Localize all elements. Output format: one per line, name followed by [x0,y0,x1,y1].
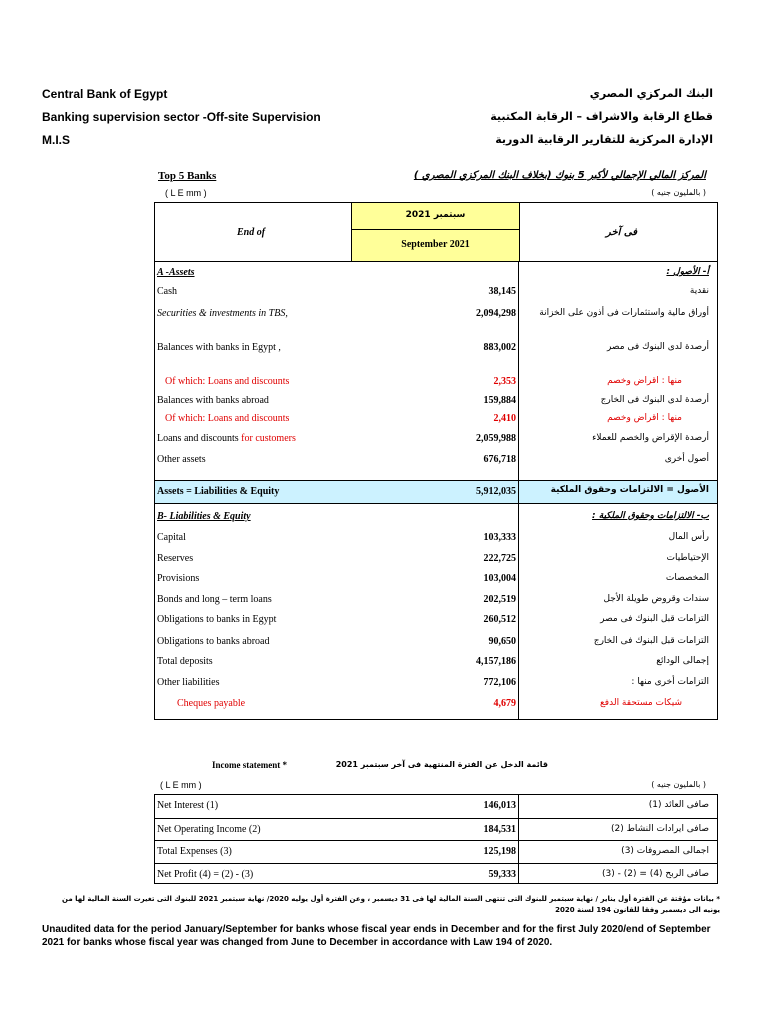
row-label-ar: شيكات مستحقة الدفع [600,698,682,708]
row-label-en-text: Of which: Loans and discounts [165,376,290,387]
income-label-en: Net Operating Income (2) [157,823,261,835]
assets-heading-en: A -Assets [157,267,195,278]
income-value: 146,013 [483,800,516,811]
mis-label: M.I.S [42,133,71,147]
row-label-en [157,677,220,688]
period-en: September 2021 [401,239,470,250]
row-label-ar: الإحتياطيات [666,553,709,563]
row-label-en [165,413,289,424]
row-value: 159,884 [483,395,516,406]
row-value: 2,353 [493,376,516,387]
row-label-en [157,308,288,319]
row-label-en-highlight: for customers [241,433,296,444]
row-label-en [157,573,199,584]
row-label-ar: التزامات قبل البنوك فى مصر [600,614,709,624]
income-label-ar: صافى ايرادات النشاط (2) [610,823,709,834]
income-title-en: Income statement * [212,760,287,770]
row-value: 222,725 [483,553,516,564]
income-table [154,794,718,884]
row-label-ar: رأس المال [668,532,709,542]
balance-title-en: Top 5 Banks [158,170,217,182]
row-value: 202,519 [483,594,516,605]
row-label-en-text: Other assets [157,454,206,465]
row-label-en-text: Total deposits [157,656,213,667]
table-row [155,636,717,650]
row-label-en [157,614,276,625]
income-unit-ar: ( بالمليون جنيه ) [651,780,706,789]
row-label-ar: نقدية [689,286,709,296]
row-label-en-text: Of which: Loans and discounts [165,413,290,424]
row-label-en-text: Cash [157,286,177,297]
row-label-en-text: Balances with banks abroad [157,395,269,406]
income-label-en: Net Profit (4) = (2) - (3) [157,868,254,880]
income-row [155,840,717,863]
row-label-ar: التزامات قبل البنوك فى الخارج [593,636,709,646]
liabilities-heading-en: B- Liabilities & Equity [157,511,251,522]
end-of-en: End of [237,227,266,238]
balance-title-ar: المركز المالي الإجمالي لأكبر 5 بنوك (بخلاف البنك المركزي المصري ) [413,170,706,181]
table-row [155,594,717,608]
row-label-en-text: Securities & investments in TBS, [157,308,288,319]
income-label-ar: صافى الربح (4) = (2) - (3) [602,868,709,879]
liabilities-heading-ar: ب- الالتزامات وحقوق الملكية : [592,511,709,521]
row-label-ar: المخصصات [665,573,709,583]
income-row [155,795,717,817]
row-label-ar: التزامات أخرى منها : [631,677,709,687]
income-label-en: Total Expenses (3) [157,846,232,857]
row-label-en [157,286,177,297]
income-value: 125,198 [483,846,516,857]
period-header [351,203,520,261]
footnote-ar: * بيانات مؤقتة عن الفترة أول يناير / نهاية سبتمبر للبنوك التى تنتهى السنة المالية لها فى 31 ديسمبر ، وعن الفترة أول يوليه 2020/ نهاية سبتمبر 2021 للبنوك التى تغيرت السنة المالية لها من يونيه الى ديسمبر وفقا للقانون 194 لسنة 2020 [62,895,720,914]
table-row [155,376,717,390]
row-label-en [157,636,269,647]
row-value: 260,512 [483,614,516,625]
row-label-en [157,395,269,406]
row-label-ar: أرصدة لدى البنوك فى الخارج [600,395,709,405]
income-value: 184,531 [483,823,516,835]
row-label-ar: منها : اقراض وخصم [607,376,682,386]
assets-heading-ar: أ- الأصول : [666,267,709,277]
row-value: 103,004 [483,573,516,584]
row-value: 38,145 [488,286,516,297]
row-label-en-text: Obligations to banks in Egypt [157,614,277,625]
row-label-en-text: Cheques payable [177,698,246,709]
row-value: 883,002 [483,342,516,353]
row-value: 2,410 [493,413,516,424]
balance-unit-en: ( L E mm ) [165,188,207,198]
row-value: 4,679 [493,698,516,709]
sector-name-ar: قطاع الرقابة والاشراف – الرقابة المكتبية [490,110,713,123]
row-label-en-text: Obligations to banks abroad [157,636,270,647]
row-label-en [157,454,206,465]
income-unit-en: ( L E mm ) [160,780,202,790]
row-label-en-text: Balances with banks in Egypt , [157,342,281,353]
row-label-en [177,698,245,709]
bank-name-en: Central Bank of Egypt [42,87,168,101]
row-label-en [157,594,272,605]
balance-table [154,202,718,720]
income-value: 59,333 [488,868,516,880]
table-row [155,614,717,628]
row-label-ar: أصول أخرى [664,454,709,464]
row-value: 4,157,186 [476,656,516,667]
table-row [155,573,717,587]
table-row [155,308,717,322]
row-label-en-text: Bonds and long – term loans [157,594,272,605]
row-label-ar: سندات وقروض طويلة الأجل [603,594,709,604]
row-value: 772,106 [483,677,516,688]
row-label-en [157,553,193,564]
income-title-ar: قائمة الدخل عن الفترة المنتهية فى آخر سبتمبر 2021 [335,760,548,769]
row-label-en-text: Loans and discounts [157,433,242,444]
row-label-en [157,342,281,353]
income-label-ar: اجمالى المصروفات (3) [621,846,709,856]
table-row [155,433,717,447]
table-row [155,553,717,567]
dept-name-ar: الإدارة المركزية للتقارير الرقابية الدورية [495,133,713,146]
end-of-ar: فى آخر [605,227,637,238]
income-label-en: Net Interest (1) [157,800,219,811]
row-value: 676,718 [483,454,516,465]
income-label-ar: صافى العائد (1) [648,800,709,810]
row-label-en [157,433,296,444]
table-row [155,395,717,409]
bank-name-ar: البنك المركزي المصري [589,87,713,100]
row-label-ar: منها : اقراض وخصم [607,413,682,423]
sector-name-en: Banking supervision sector -Off-site Supervision [42,110,321,124]
total-value: 5,912,035 [476,486,516,497]
income-row [155,818,717,841]
row-label-en-text: Capital [157,532,186,543]
row-value: 2,059,988 [476,433,516,444]
balance-unit-ar: ( بالمليون جنيه ) [651,188,706,197]
row-label-ar: أوراق مالية واستثمارات فى أذون على الخزانة [539,308,709,318]
row-label-en [157,532,186,543]
row-label-ar: أرصدة لدى البنوك فى مصر [606,342,709,352]
income-row [155,863,717,886]
total-label-ar: الأصول = الالتزامات وحقوق الملكية [550,485,709,495]
row-value: 90,650 [488,636,516,647]
row-label-ar: أرصدة الإقراض والخصم للعملاء [592,433,709,443]
row-label-en-text: Provisions [157,573,200,584]
row-value: 103,333 [483,532,516,543]
table-row [155,342,717,356]
table-row [155,677,717,691]
table-row [155,286,717,300]
footnote-en: Unaudited data for the period January/September for banks whose fiscal year ends in December and for the first July 2020/end of September 2021 for banks whose fiscal year was changed from June to December in accordance with Law 194 of 2020. [42,924,711,948]
row-label-en-text: Reserves [157,553,194,564]
table-row [155,698,717,712]
row-value: 2,094,298 [476,308,516,319]
row-label-en [165,376,289,387]
table-row [155,532,717,546]
total-label-en: Assets = Liabilities & Equity [157,486,280,497]
table-row [155,656,717,670]
total-row [155,480,717,504]
period-ar: سبتمبر 2021 [405,210,466,220]
row-label-en-text: Other liabilities [157,677,220,688]
table-row [155,454,717,468]
table-row [155,413,717,427]
row-label-en [157,656,213,667]
row-label-ar: إجمالى الودائع [656,656,709,666]
